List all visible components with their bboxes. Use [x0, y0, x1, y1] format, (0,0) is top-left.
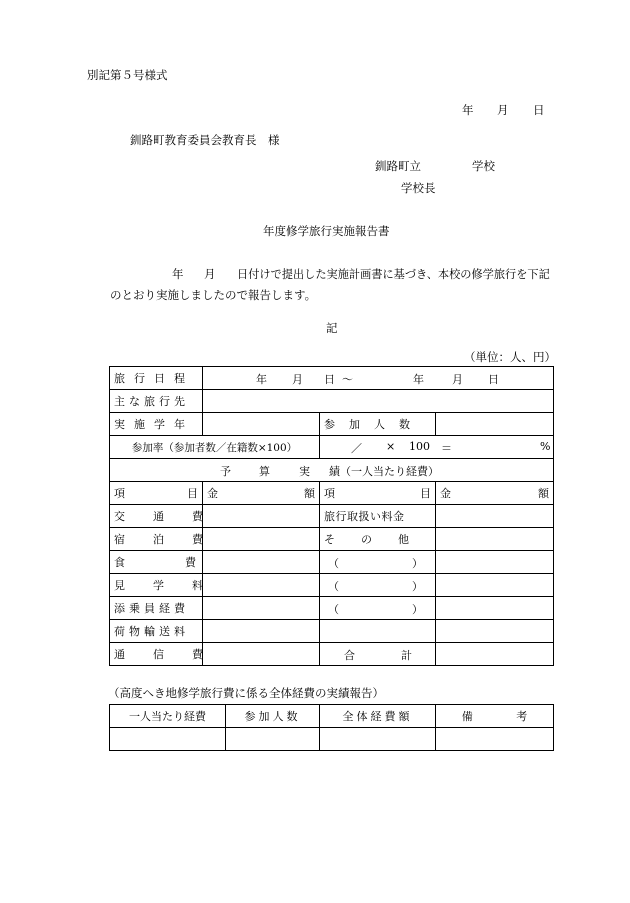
highland-header-total: 全体経費額 — [320, 705, 436, 728]
table-row — [110, 436, 554, 459]
label-rate: 参加率（参加者数／在籍数×100） — [110, 436, 320, 459]
paren-open: （ — [328, 557, 339, 570]
col-amount-left — [203, 482, 320, 505]
body-line1: 日付けで提出した実施計画書に基づき、本校の修学旅行を下記 — [237, 268, 550, 281]
highland-table — [109, 704, 554, 751]
col-amount-right — [436, 482, 554, 505]
col-item-right-b: 目 — [420, 487, 431, 500]
budget-item-left: 添乗員経費 — [110, 597, 203, 620]
budget-item-left: 宿泊費 — [110, 528, 203, 551]
itinerary-d1: 日 — [324, 373, 335, 386]
col-amount-right-a: 金 — [440, 487, 451, 500]
table-row — [110, 551, 554, 574]
budget-amount-right — [436, 505, 554, 528]
participants-value — [436, 413, 554, 436]
school-principal: 学校長 — [401, 181, 436, 195]
table-row — [110, 728, 554, 751]
label-itinerary: 旅行日程 — [110, 367, 203, 390]
budget-item-right: 旅行取扱い料金 — [320, 505, 436, 528]
rate-formula — [320, 436, 554, 459]
ki-heading: 記 — [326, 321, 338, 335]
rate-100: 100 — [409, 440, 430, 453]
budget-item-right — [320, 620, 436, 643]
highland-header-cost: 一人当たり経費 — [110, 705, 226, 728]
table-row — [110, 528, 554, 551]
budget-item-left: 見学料 — [110, 574, 203, 597]
itinerary-tilde: ～ — [342, 373, 353, 386]
rate-slash: ／ — [351, 442, 362, 455]
body-month: 月 — [204, 267, 216, 281]
budget-item-left: 荷物輸送料 — [110, 620, 203, 643]
col-amount-left-a: 金 — [207, 487, 218, 500]
col-item-right-a: 項 — [324, 487, 335, 500]
itinerary-m1: 月 — [292, 373, 303, 386]
label-destination: 主な旅行先 — [110, 390, 203, 413]
paren-close: ） — [412, 603, 423, 616]
table-row — [110, 413, 554, 436]
body-year: 年 — [172, 267, 184, 281]
itinerary-m2: 月 — [452, 373, 463, 386]
highland-header-remarks — [436, 705, 554, 728]
body-line2: のとおり実施しましたので報告します。 — [110, 288, 317, 302]
paren-open: （ — [328, 603, 339, 616]
itinerary-d2: 日 — [488, 373, 499, 386]
budget-head-a: 予 — [220, 465, 231, 478]
remarks-a: 備 — [461, 710, 473, 723]
budget-head-d: 績（一人当たり経費） — [329, 465, 439, 478]
total-label: 合計 — [344, 649, 458, 662]
budget-amount-right — [436, 574, 554, 597]
form-id: 別記第５号様式 — [87, 68, 168, 82]
col-item-left-a: 項 — [114, 487, 125, 500]
rate-eq: ＝ — [441, 442, 452, 455]
budget-heading — [110, 459, 554, 482]
budget-item-right — [320, 551, 436, 574]
school-suffix: 学校 — [472, 159, 495, 173]
budget-head-b: 算 — [259, 465, 270, 478]
highland-remarks-value — [436, 728, 554, 751]
destination-value — [203, 390, 554, 413]
itinerary-cell — [203, 367, 554, 390]
table-row — [110, 482, 554, 505]
remarks-b: 考 — [516, 710, 528, 723]
budget-item-right — [320, 643, 458, 666]
col-item-right — [320, 482, 436, 505]
addressee: 釧路町教育委員会教育長 様 — [130, 133, 280, 147]
table-row — [110, 390, 554, 413]
date-day: 日 — [533, 103, 545, 117]
table-row — [110, 705, 554, 728]
budget-item-right: その他 — [320, 528, 436, 551]
col-item-left — [110, 482, 203, 505]
table-row — [110, 367, 554, 390]
budget-item-right — [320, 574, 436, 597]
col-amount-right-b: 額 — [538, 487, 549, 500]
table-row — [110, 597, 554, 620]
table-row — [110, 459, 554, 482]
page-title: 年度修学旅行実施報告書 — [263, 224, 390, 238]
budget-item-right — [320, 597, 436, 620]
label-grade: 実施学年 — [110, 413, 203, 436]
budget-item-left: 通信費 — [110, 643, 203, 666]
highland-total-value — [320, 728, 436, 751]
table-row — [110, 505, 554, 528]
school-prefix: 釧路町立 — [375, 159, 421, 173]
report-table — [109, 366, 554, 666]
itinerary-y2: 年 — [413, 373, 424, 386]
highland-participants-value — [226, 728, 320, 751]
table-row — [110, 643, 554, 666]
budget-amount-right — [436, 551, 554, 574]
budget-amount-left — [203, 597, 320, 620]
budget-head-c: 実 — [299, 465, 310, 478]
rate-times: × — [386, 440, 396, 453]
paren-open: （ — [328, 580, 339, 593]
itinerary-y1: 年 — [256, 373, 267, 386]
label-participants: 参加人数 — [320, 413, 436, 436]
paren-close: ） — [412, 557, 423, 570]
budget-amount-right — [436, 528, 554, 551]
budget-item-left: 交通費 — [110, 505, 203, 528]
date-month: 月 — [497, 103, 509, 117]
date-year: 年 — [462, 103, 474, 117]
unit-label: （単位：人、円） — [464, 350, 556, 364]
highland-caption: （高度へき地修学旅行費に係る全体経費の実績報告） — [108, 686, 384, 700]
budget-amount-right — [436, 597, 554, 620]
budget-item-left: 食費 — [110, 551, 203, 574]
budget-amount-left — [203, 620, 320, 643]
rate-pct: % — [540, 440, 551, 453]
col-amount-left-b: 額 — [304, 487, 315, 500]
highland-header-participants: 参加人数 — [226, 705, 320, 728]
paren-close: ） — [412, 580, 423, 593]
table-row — [110, 620, 554, 643]
grade-value — [203, 413, 320, 436]
budget-amount-right — [436, 620, 554, 643]
highland-cost-value — [110, 728, 226, 751]
col-item-left-b: 目 — [187, 487, 198, 500]
table-row — [110, 574, 554, 597]
